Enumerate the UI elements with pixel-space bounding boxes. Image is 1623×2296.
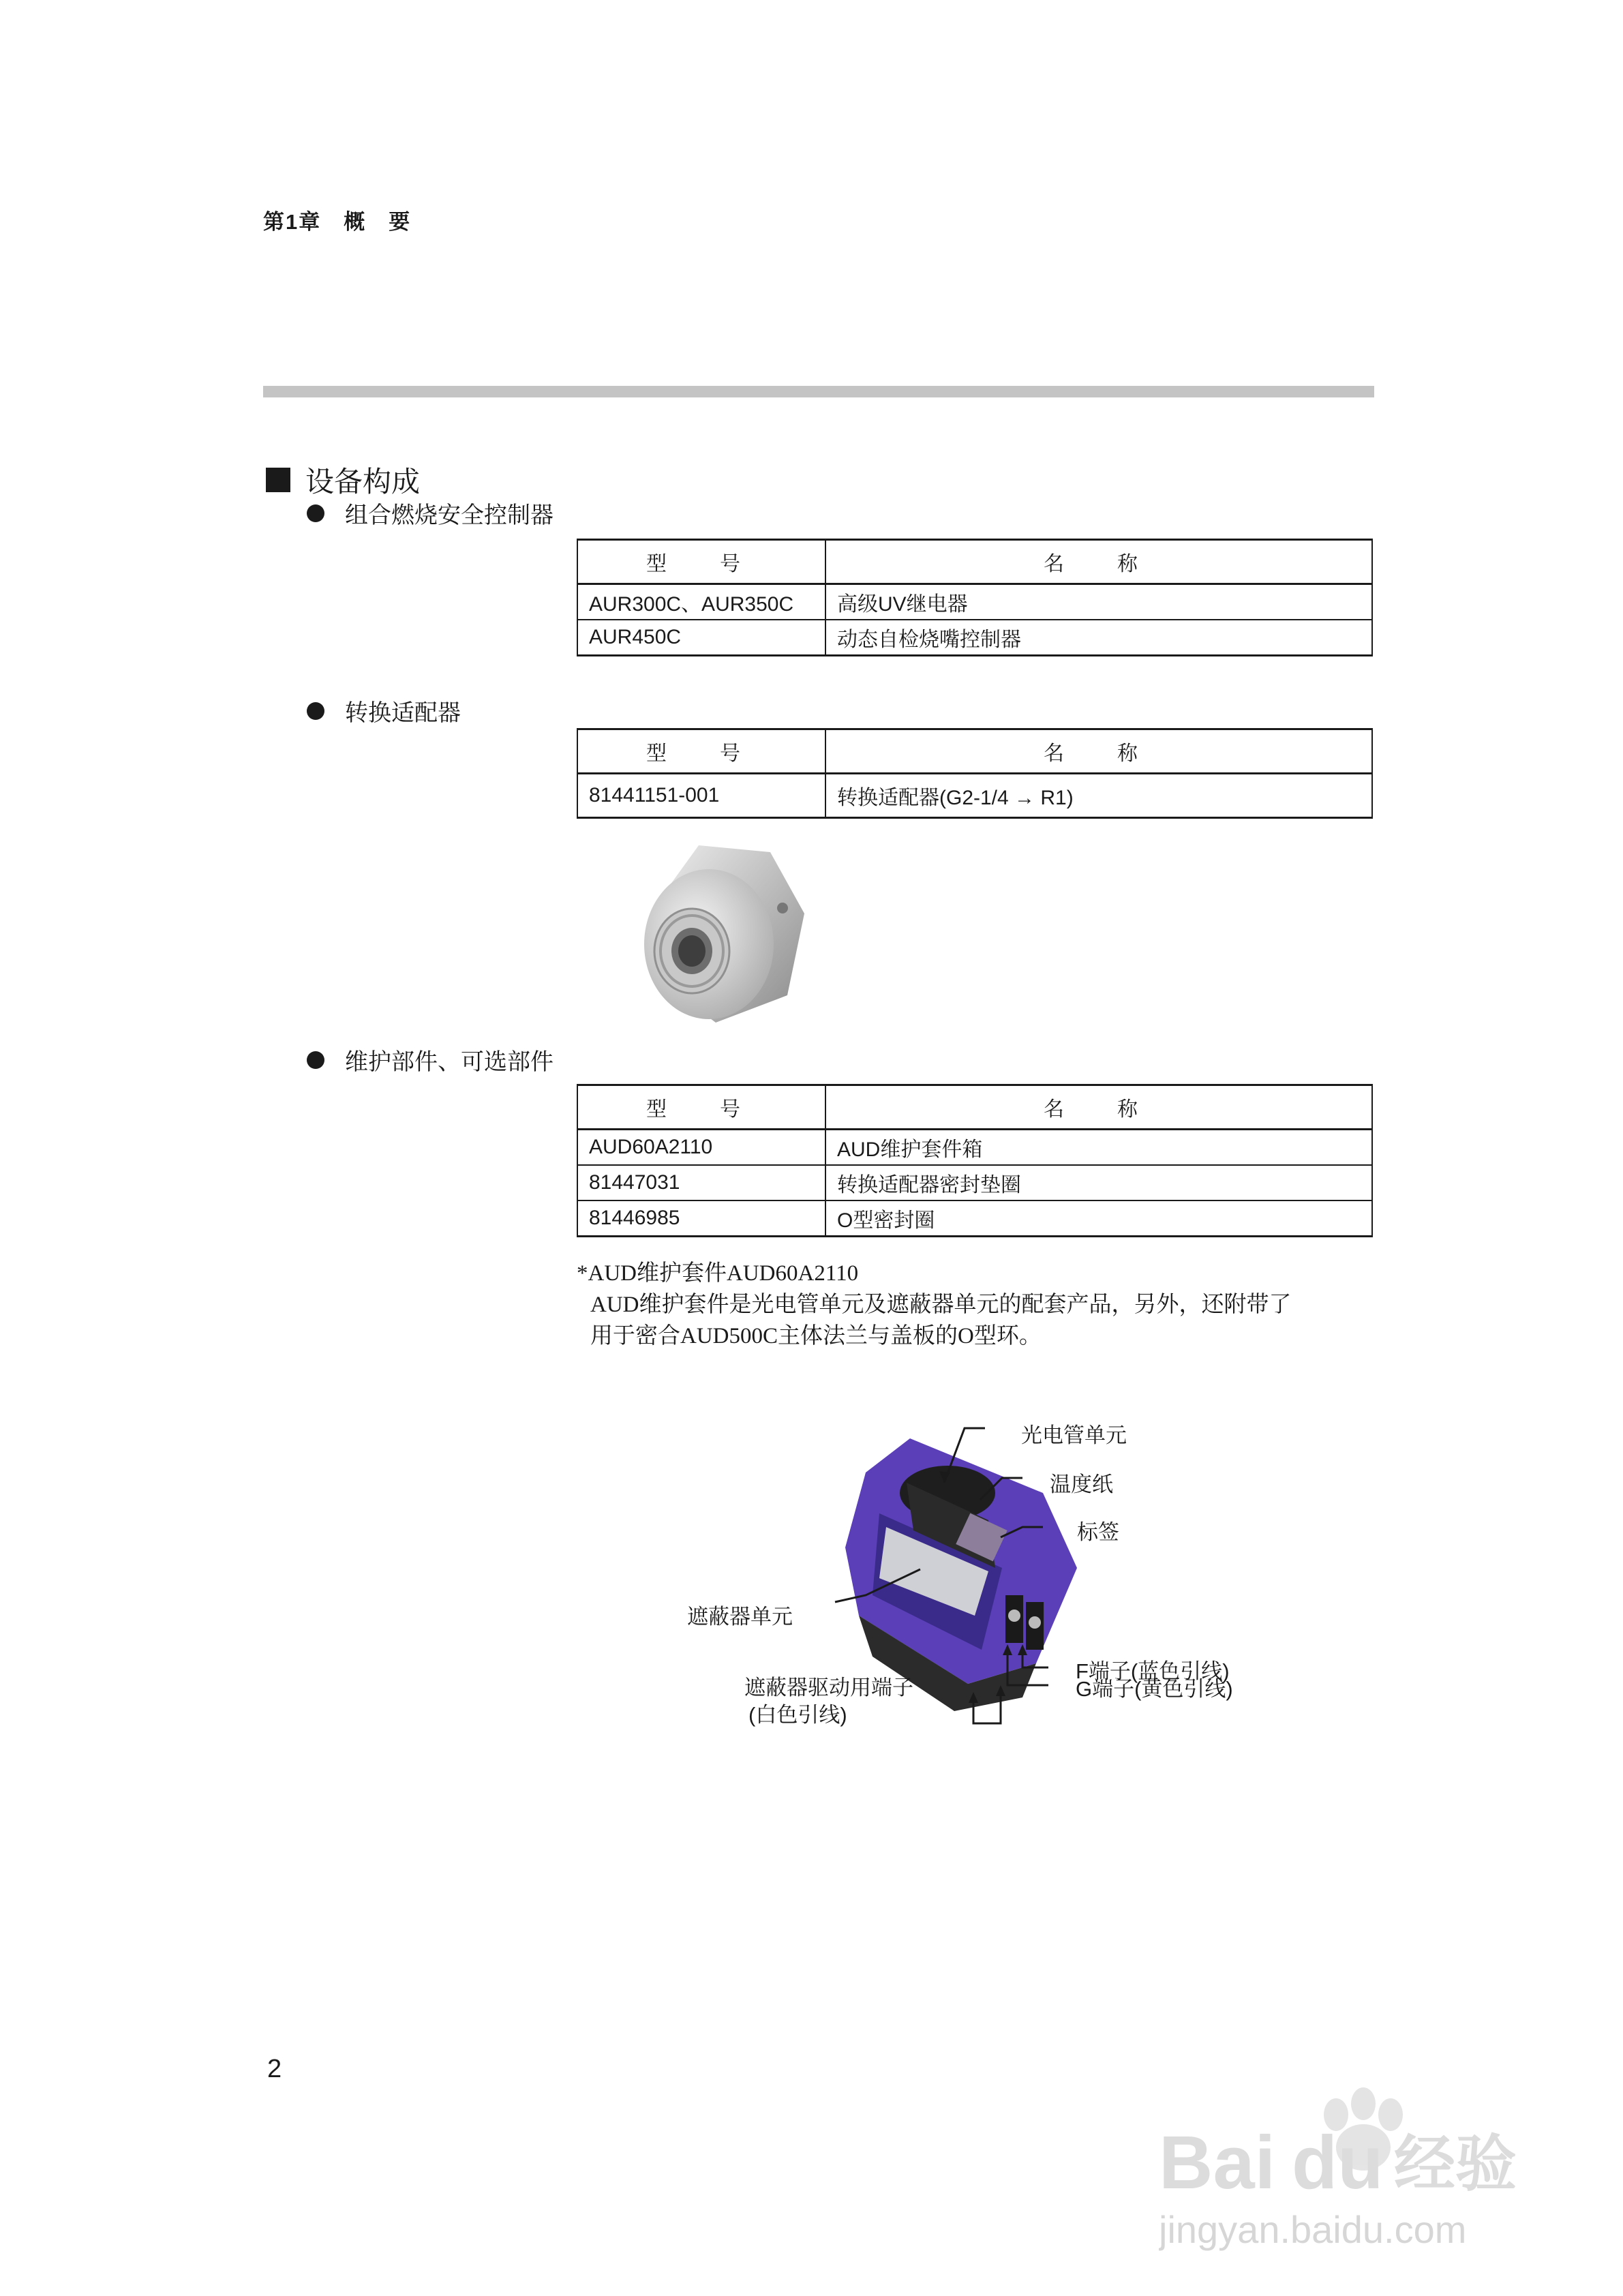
callout-shutter-drive-lead: (白色引线)	[748, 1703, 847, 1727]
section-heading	[266, 459, 420, 500]
cell-name: 转换适配器密封垫圈	[825, 1165, 1372, 1200]
section-title: 设备构成	[305, 466, 421, 498]
table-header-model: 型 号	[577, 729, 825, 774]
group3-heading	[307, 1043, 553, 1076]
cell-name: 动态自检烧嘴控制器	[825, 620, 1372, 656]
table-row	[577, 1165, 1372, 1200]
cell-model: AUD60A2110	[577, 1130, 825, 1166]
note-line-1: *AUD维护套件AUD60A2110	[577, 1261, 859, 1286]
table-row	[577, 1200, 1372, 1237]
note-line-3: 用于密合AUD500C主体法兰与盖板的O型环。	[590, 1324, 1042, 1348]
group1-heading	[307, 496, 553, 530]
chapter-header: 第1章 概 要	[263, 210, 412, 234]
callout-photocell: 光电管单元	[1021, 1423, 1127, 1447]
cell-name: AUD维护套件箱	[825, 1130, 1372, 1166]
group2-table	[577, 728, 1373, 819]
cell-name: 转换适配器(G2-1/4 → R1)	[825, 774, 1372, 818]
table-row	[577, 584, 1372, 620]
callout-g-terminal: G端子(黄色引线)	[1076, 1677, 1233, 1701]
group1-table	[577, 539, 1373, 656]
square-bullet-icon	[266, 468, 290, 492]
cell-model: 81441151-001	[577, 774, 825, 818]
table-row	[577, 1130, 1372, 1166]
group2-heading	[307, 694, 461, 727]
group3-table	[577, 1084, 1373, 1237]
cell-name: O型密封圈	[825, 1200, 1372, 1237]
cell-name: 高级UV继电器	[825, 584, 1372, 620]
callout-shutter: 遮蔽器单元	[687, 1605, 793, 1629]
callout-f-terminal: F端子(蓝色引线)	[1076, 1659, 1230, 1683]
cell-model: AUR450C	[577, 620, 825, 656]
table-row	[577, 620, 1372, 656]
table-header-name: 名 称	[825, 1085, 1372, 1130]
adapter-photo	[634, 832, 811, 1036]
bullet-icon	[307, 504, 324, 522]
svg-text:jingyan.baidu.com: jingyan.baidu.com	[1159, 2208, 1467, 2251]
callout-temp-paper: 温度纸	[1050, 1472, 1113, 1496]
note-line-2: AUD维护套件是光电管单元及遮蔽器单元的配套产品，另外，还附带了	[590, 1293, 1292, 1317]
bullet-icon	[307, 1051, 324, 1069]
cell-model: 81447031	[577, 1165, 825, 1200]
table-row	[577, 774, 1372, 818]
group1-title: 组合燃烧安全控制器	[345, 502, 553, 528]
callout-label: 标签	[1077, 1520, 1119, 1544]
section-divider	[263, 386, 1374, 397]
page-number: 2	[267, 2055, 282, 2083]
cell-model: AUR300C、AUR350C	[577, 584, 825, 620]
group3-title: 维护部件、可选部件	[345, 1049, 553, 1075]
table-header-model: 型 号	[577, 1085, 825, 1130]
cell-model: 81446985	[577, 1200, 825, 1237]
table-header-name: 名 称	[825, 729, 1372, 774]
table-header-name: 名 称	[825, 540, 1372, 584]
table-header-model: 型 号	[577, 540, 825, 584]
baidu-jingyan-watermark	[1159, 2072, 1541, 2263]
svg-text:du: du	[1292, 2121, 1384, 2205]
svg-text:Bai: Bai	[1159, 2121, 1276, 2205]
group2-title: 转换适配器	[345, 700, 461, 726]
callout-shutter-drive: 遮蔽器驱动用端子	[744, 1676, 913, 1700]
bullet-icon	[307, 702, 324, 720]
svg-text:经验: 经验	[1394, 2128, 1517, 2200]
